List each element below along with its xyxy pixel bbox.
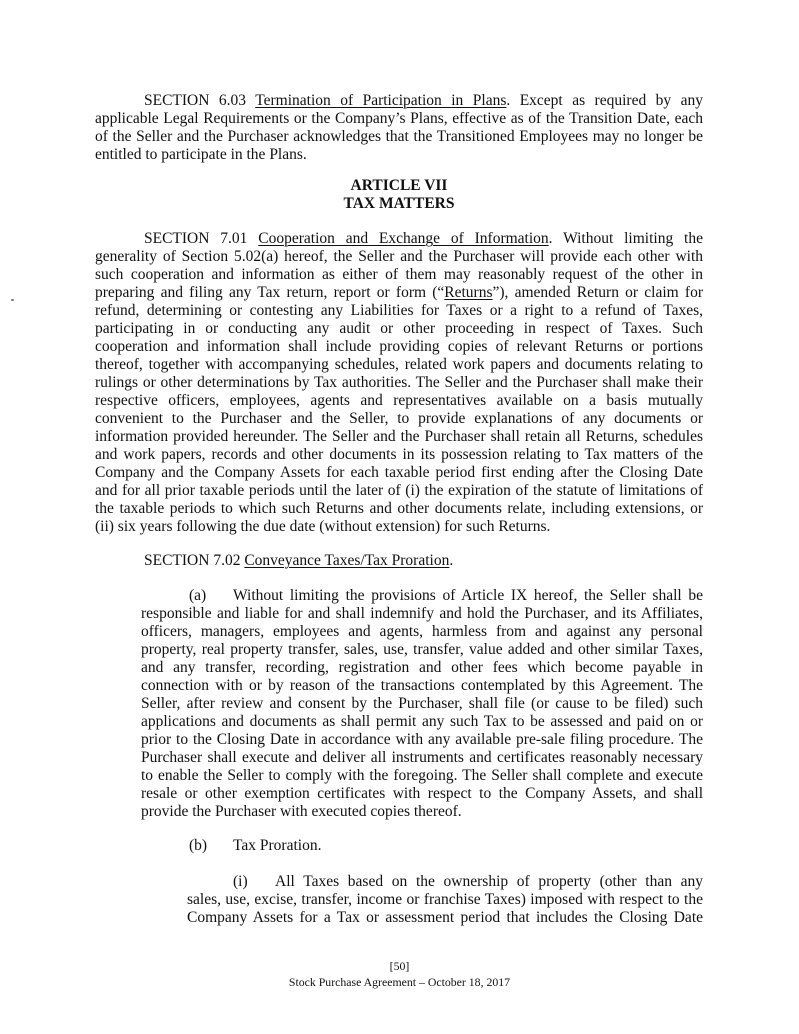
text-line [187,873,703,891]
text-line: cooperation and information shall include providing copies of relevant Returns or portions [95,338,703,355]
article-number: ARTICLE VII [350,177,448,194]
section-title: Cooperation and Exchange of Information [258,230,549,247]
text-line [144,552,703,570]
text-line: of the Seller and the Purchaser acknowledges that the Transitioned Employees may no longer be [95,128,703,145]
text-segment: Without limiting the provisions of Article IX hereof, the Seller shall be [233,587,703,604]
text-line: and for all prior taxable periods until the later of (i) the expiration of the statute of limitations of [95,482,703,499]
text-line: connection with or by reason of the transactions contemplated by this Agreement. The [141,677,703,694]
text-line: responsible and liable for and shall indemnify and hold the Purchaser, and its Affiliates, [141,605,703,622]
text-segment: preparing and filing any Tax return, report or form (“ [95,284,445,301]
text-line: information provided hereunder. The Seller and the Purchaser shall retain all Returns, schedules [95,428,703,445]
text-line: thereof, together with accompanying schedules, related work papers and documents relating to [95,356,703,373]
text-segment: ”), amended Return or claim for [492,284,703,301]
text-line: Company and the Company Assets for each taxable period first ending after the Closing Date [95,464,703,481]
subsection-label: (a) [189,587,207,604]
scan-artifact [11,299,14,301]
text-line: applications and documents as shall permit any such Tax to be assessed and paid on or [141,713,703,730]
document-footer-title: Stock Purchase Agreement – October 18, 2017 [288,975,511,989]
clause-label: (i) [233,873,248,890]
text-line [95,92,703,110]
text-segment: . Without limiting the [548,230,703,247]
text-line [95,284,703,302]
subsection-title: Tax Proration. [233,837,322,854]
text-line: respective officers, employees, agents and representatives available on a basis mutually [95,392,703,409]
text-segment: . [449,552,454,569]
text-line: resale or other exemption certificates with respect to the Company Assets, and shall [141,785,703,802]
section-6-03-paragraph [95,92,703,164]
page-number: [50] [389,959,410,973]
text-line: and any transfer, recording, registration and other fees which become payable in [141,659,703,676]
text-line: Seller, after review and consent by the Purchaser, shall file (or cause to be filed) such [141,695,703,712]
text-line: (ii) six years following the due date (without extension) for such Returns. [95,518,551,535]
text-line: Company Assets for a Tax or assessment period that includes the Closing Date [187,909,703,926]
text-line [95,230,703,248]
text-line: provide the Purchaser with executed copies thereof. [141,803,462,820]
text-line: convenient to the Purchaser and the Seller, to provide explanations of any documents or [95,410,703,427]
text-line: Purchaser shall execute and deliver all instruments and certificates reasonably necessary [141,749,703,766]
defined-term: Returns [444,284,493,301]
article-title: TAX MATTERS [343,195,455,212]
text-line [189,837,703,855]
text-line: to enable the Seller to comply with the foregoing. The Seller shall complete and execute [141,767,703,784]
section-number: SECTION 7.01 [144,230,259,247]
text-line: entitled to participate in the Plans. [95,146,307,163]
text-line: refund, determining or contesting any Liabilities for Taxes or a right to a refund of Taxes, [95,302,703,319]
text-line: applicable Legal Requirements or the Company’s Plans, effective as of the Transition Date, each [95,110,703,127]
section-title: Termination of Participation in Plans [255,92,507,109]
subsection-b-heading [189,837,703,855]
section-7-01-paragraph [95,230,703,536]
clause-i-paragraph [187,873,703,927]
text-line: property, real property transfer, sales, use, transfer, value added and other similar Taxes, [141,641,703,658]
text-line: the taxable periods to which such Returns and other documents relate, including extensions, or [95,500,703,517]
section-title: Conveyance Taxes/Tax Proration [244,552,450,569]
section-number: SECTION 6.03 [144,92,256,109]
text-line: sales, use, excise, transfer, income or franchise Taxes) imposed with respect to the [187,891,703,908]
text-line: generality of Section 5.02(a) hereof, the Seller and the Purchaser will provide each other with [95,248,703,265]
subsection-label: (b) [189,837,208,854]
text-line: rulings or other determinations by Tax authorities. The Seller and the Purchaser shall make their [95,374,703,391]
text-line: and work papers, records and other documents in its possession relating to Tax matters of the [95,446,703,463]
text-line: prior to the Closing Date in accordance with any available pre-sale filing procedure. The [141,731,703,748]
text-segment: . Except as required by any [506,92,703,109]
subsection-a-paragraph [141,587,703,821]
text-line: officers, managers, employees and agents, harmless from and against any personal [141,623,703,640]
text-segment: All Taxes based on the ownership of property (other than any [275,873,703,890]
text-line: such cooperation and information as either of them may reasonably request of the other in [95,266,703,283]
text-line [141,587,703,605]
text-line: participating in or conducting any audit or other proceeding in respect of Taxes. Such [95,320,703,337]
article-heading [95,177,703,213]
section-number: SECTION 7.02 [144,552,245,569]
section-7-02-heading [144,552,703,570]
